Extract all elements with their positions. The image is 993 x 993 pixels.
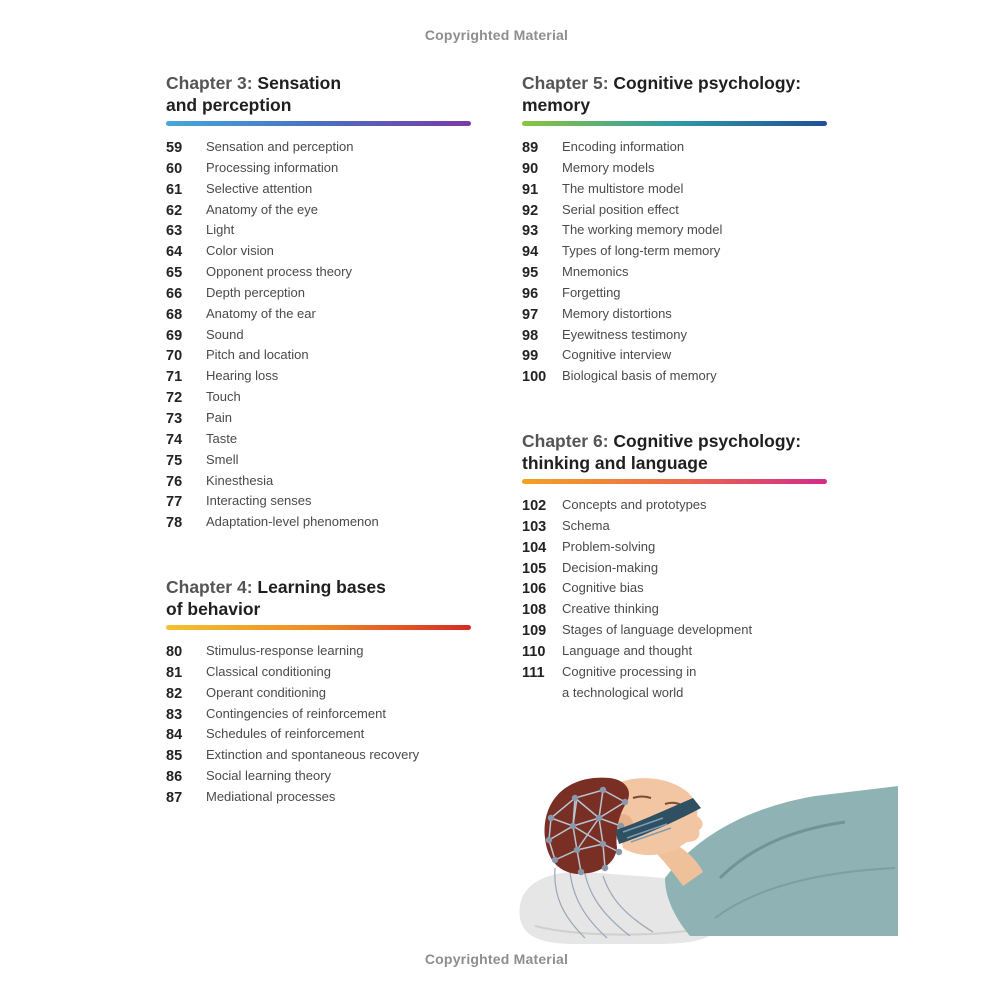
page-number: 98	[522, 327, 539, 344]
contents-entry[interactable]	[522, 496, 827, 517]
contents-list	[522, 496, 827, 704]
page-number: 95	[522, 265, 539, 282]
page-number: 103	[522, 518, 547, 535]
entry-title: Operant conditioning	[206, 684, 326, 700]
chapter-3-section	[166, 72, 471, 534]
page-number: 85	[166, 748, 183, 765]
contents-entry[interactable]	[166, 642, 471, 663]
entry-title: Touch	[206, 389, 241, 405]
entry-title: The working memory model	[562, 222, 723, 238]
page-number: 80	[166, 644, 183, 660]
entry-title: Types of long-term memory	[562, 243, 721, 259]
page-number: 69	[166, 327, 183, 344]
page-number: 102	[522, 498, 547, 514]
contents-entry[interactable]	[166, 430, 471, 451]
page-number: 66	[166, 285, 183, 302]
entry-title: Social learning theory	[206, 768, 332, 784]
entry-title: Adaptation-level phenomenon	[206, 514, 379, 530]
contents-entry[interactable]	[166, 305, 471, 326]
contents-entry[interactable]	[166, 180, 471, 201]
entry-title: Kinesthesia	[206, 472, 274, 488]
entry-title: Contingencies of reinforcement	[206, 705, 386, 721]
page-number: 96	[522, 285, 539, 302]
contents-entry[interactable]	[522, 559, 827, 580]
contents-entry[interactable]	[166, 472, 471, 493]
page-number: 77	[166, 494, 183, 511]
entry-title: Opponent process theory	[206, 264, 352, 280]
chapter-title: Cognitive psychology: memory	[522, 73, 802, 115]
page-number: 70	[166, 348, 183, 365]
entry-title: Pitch and location	[206, 347, 309, 363]
page-number: 83	[166, 706, 183, 723]
page-number: 105	[522, 560, 547, 577]
chapter-heading	[522, 430, 827, 474]
page-number: 61	[166, 181, 183, 198]
page-number: 87	[166, 789, 183, 806]
entry-title: Mediational processes	[206, 788, 336, 804]
contents-entry[interactable]	[522, 138, 827, 159]
page-number: 63	[166, 223, 183, 240]
entry-title: Memory distortions	[562, 305, 672, 321]
eeg-sleeping-person-icon	[515, 768, 898, 946]
chapter-title: Sensation and perception	[166, 73, 342, 115]
page-number: 100	[522, 369, 547, 386]
contents-entry[interactable]	[522, 242, 827, 263]
watermark-bottom: Copyrighted Material	[424, 951, 569, 967]
contents-entry[interactable]	[522, 180, 827, 201]
page-number: 81	[166, 664, 183, 681]
entry-title: Mnemonics	[562, 264, 629, 280]
chapter-number: Chapter 5:	[522, 73, 609, 93]
entry-title: Problem-solving	[562, 538, 656, 554]
page-number: 68	[166, 306, 183, 323]
contents-entry[interactable]	[522, 201, 827, 222]
contents-entry[interactable]	[166, 159, 471, 180]
contents-entry[interactable]	[522, 621, 827, 642]
contents-list	[166, 138, 471, 534]
contents-entry[interactable]	[522, 263, 827, 284]
page-number: 73	[166, 410, 183, 427]
page-number: 109	[522, 623, 547, 640]
entry-title: Anatomy of the eye	[206, 201, 319, 217]
contents-entry[interactable]	[522, 579, 827, 600]
page-number: 108	[522, 602, 547, 619]
chapter-divider	[522, 479, 827, 484]
entry-title: Selective attention	[206, 180, 313, 196]
page-number: 97	[522, 306, 539, 323]
entry-title: Serial position effect	[562, 201, 679, 217]
entry-title: The multistore model	[562, 180, 684, 196]
contents-entry[interactable]	[166, 221, 471, 242]
chapter-5-section	[522, 72, 827, 388]
entry-title: Eyewitness testimony	[562, 326, 687, 342]
contents-entry[interactable]	[522, 305, 827, 326]
page-number: 75	[166, 452, 183, 469]
entry-title: Extinction and spontaneous recovery	[206, 747, 420, 763]
page-number: 86	[166, 769, 183, 786]
chapter-heading	[522, 72, 827, 116]
chapter-heading	[166, 72, 471, 116]
page-number: 82	[166, 685, 183, 702]
chapter-heading	[166, 576, 471, 620]
page-number: 104	[522, 539, 547, 556]
entry-title: Concepts and prototypes	[562, 497, 707, 512]
contents-entry[interactable]	[166, 326, 471, 347]
contents-entry[interactable]	[166, 746, 471, 767]
entry-title: Color vision	[206, 243, 274, 259]
entry-title: Stimulus-response learning	[206, 643, 364, 658]
watermark-top: Copyrighted Material	[424, 27, 569, 43]
page-number: 65	[166, 265, 183, 282]
contents-entry[interactable]	[166, 684, 471, 705]
chapter-title: Cognitive psychology: thinking and language	[522, 431, 802, 473]
entry-title: Language and thought	[562, 642, 693, 658]
page-number: 84	[166, 727, 183, 744]
contents-list	[166, 642, 471, 809]
contents-entry[interactable]	[166, 492, 471, 513]
contents-entry[interactable]	[522, 284, 827, 305]
contents-entry[interactable]	[522, 538, 827, 559]
entry-title: Cognitive interview	[562, 347, 672, 363]
entry-title: Pain	[206, 409, 233, 425]
contents-entry[interactable]	[522, 642, 827, 663]
chapter-4-section	[166, 576, 471, 809]
contents-entry[interactable]	[522, 517, 827, 538]
entry-title: Cognitive bias	[562, 580, 644, 596]
entry-title: Hearing loss	[206, 368, 279, 384]
entry-title: Schema	[562, 517, 610, 533]
entry-title: Forgetting	[562, 284, 621, 300]
entry-title: Interacting senses	[206, 493, 312, 509]
page-number: 71	[166, 369, 183, 386]
entry-title: Anatomy of the ear	[206, 305, 316, 321]
entry-title: Smell	[206, 451, 239, 467]
entry-title: Encoding information	[562, 139, 685, 154]
chapter-divider	[166, 625, 471, 630]
contents-entry[interactable]	[522, 663, 827, 705]
contents-entry[interactable]	[522, 346, 827, 367]
chapter-divider	[166, 121, 471, 126]
page-number: 72	[166, 390, 183, 407]
contents-entry[interactable]	[166, 346, 471, 367]
chapter-title: Learning bases of behavior	[166, 577, 386, 619]
page-number: 60	[166, 160, 183, 177]
page-number: 59	[166, 140, 183, 156]
entry-title: Sensation and perception	[206, 139, 354, 154]
chapter-number: Chapter 3:	[166, 73, 253, 93]
contents-entry[interactable]	[522, 221, 827, 242]
page-number: 111	[522, 664, 545, 681]
page-number: 93	[522, 223, 539, 240]
page-number: 89	[522, 140, 539, 156]
contents-entry[interactable]	[522, 159, 827, 180]
contents-entry[interactable]	[522, 600, 827, 621]
page-number: 106	[522, 581, 547, 598]
contents-entry[interactable]	[522, 326, 827, 347]
contents-entry[interactable]	[166, 138, 471, 159]
entry-title: Decision-making	[562, 559, 659, 575]
page-number: 78	[166, 515, 183, 532]
entry-title: Cognitive processing in a technological world	[562, 663, 697, 700]
contents-entry[interactable]	[166, 409, 471, 430]
page-number: 91	[522, 181, 539, 198]
page-number: 76	[166, 473, 183, 490]
entry-title: Depth perception	[206, 284, 306, 300]
contents-entry[interactable]	[166, 788, 471, 809]
contents-entry[interactable]	[166, 767, 471, 788]
contents-entry[interactable]	[166, 705, 471, 726]
entry-title: Stages of language development	[562, 622, 753, 638]
contents-entry[interactable]	[166, 725, 471, 746]
page-number: 99	[522, 348, 539, 365]
chapter-divider	[522, 121, 827, 126]
entry-title: Taste	[206, 430, 238, 446]
entry-title: Classical conditioning	[206, 663, 332, 679]
contents-entry[interactable]	[166, 663, 471, 684]
contents-entry[interactable]	[166, 367, 471, 388]
page-number: 62	[166, 202, 183, 219]
entry-title: Sound	[206, 326, 244, 342]
entry-title: Schedules of reinforcement	[206, 726, 365, 742]
entry-title: Light	[206, 222, 235, 238]
chapter-number: Chapter 4:	[166, 577, 253, 597]
page-number: 90	[522, 160, 539, 177]
contents-entry[interactable]	[166, 451, 471, 472]
contents-entry[interactable]	[166, 513, 471, 534]
contents-entry[interactable]	[166, 242, 471, 263]
contents-entry[interactable]	[166, 388, 471, 409]
entry-title: Biological basis of memory	[562, 368, 717, 384]
chapter-number: Chapter 6:	[522, 431, 609, 451]
entry-title: Processing information	[206, 159, 339, 175]
contents-entry[interactable]	[166, 263, 471, 284]
entry-title: Memory models	[562, 159, 655, 175]
page-number: 92	[522, 202, 539, 219]
contents-entry[interactable]	[522, 367, 827, 388]
page-number: 94	[522, 244, 539, 261]
page-number: 74	[166, 431, 183, 448]
contents-entry[interactable]	[166, 201, 471, 222]
page-number: 110	[522, 643, 546, 660]
contents-entry[interactable]	[166, 284, 471, 305]
contents-list	[522, 138, 827, 388]
entry-title: Creative thinking	[562, 601, 659, 617]
page-number: 64	[166, 244, 183, 261]
chapter-6-section	[522, 430, 827, 704]
